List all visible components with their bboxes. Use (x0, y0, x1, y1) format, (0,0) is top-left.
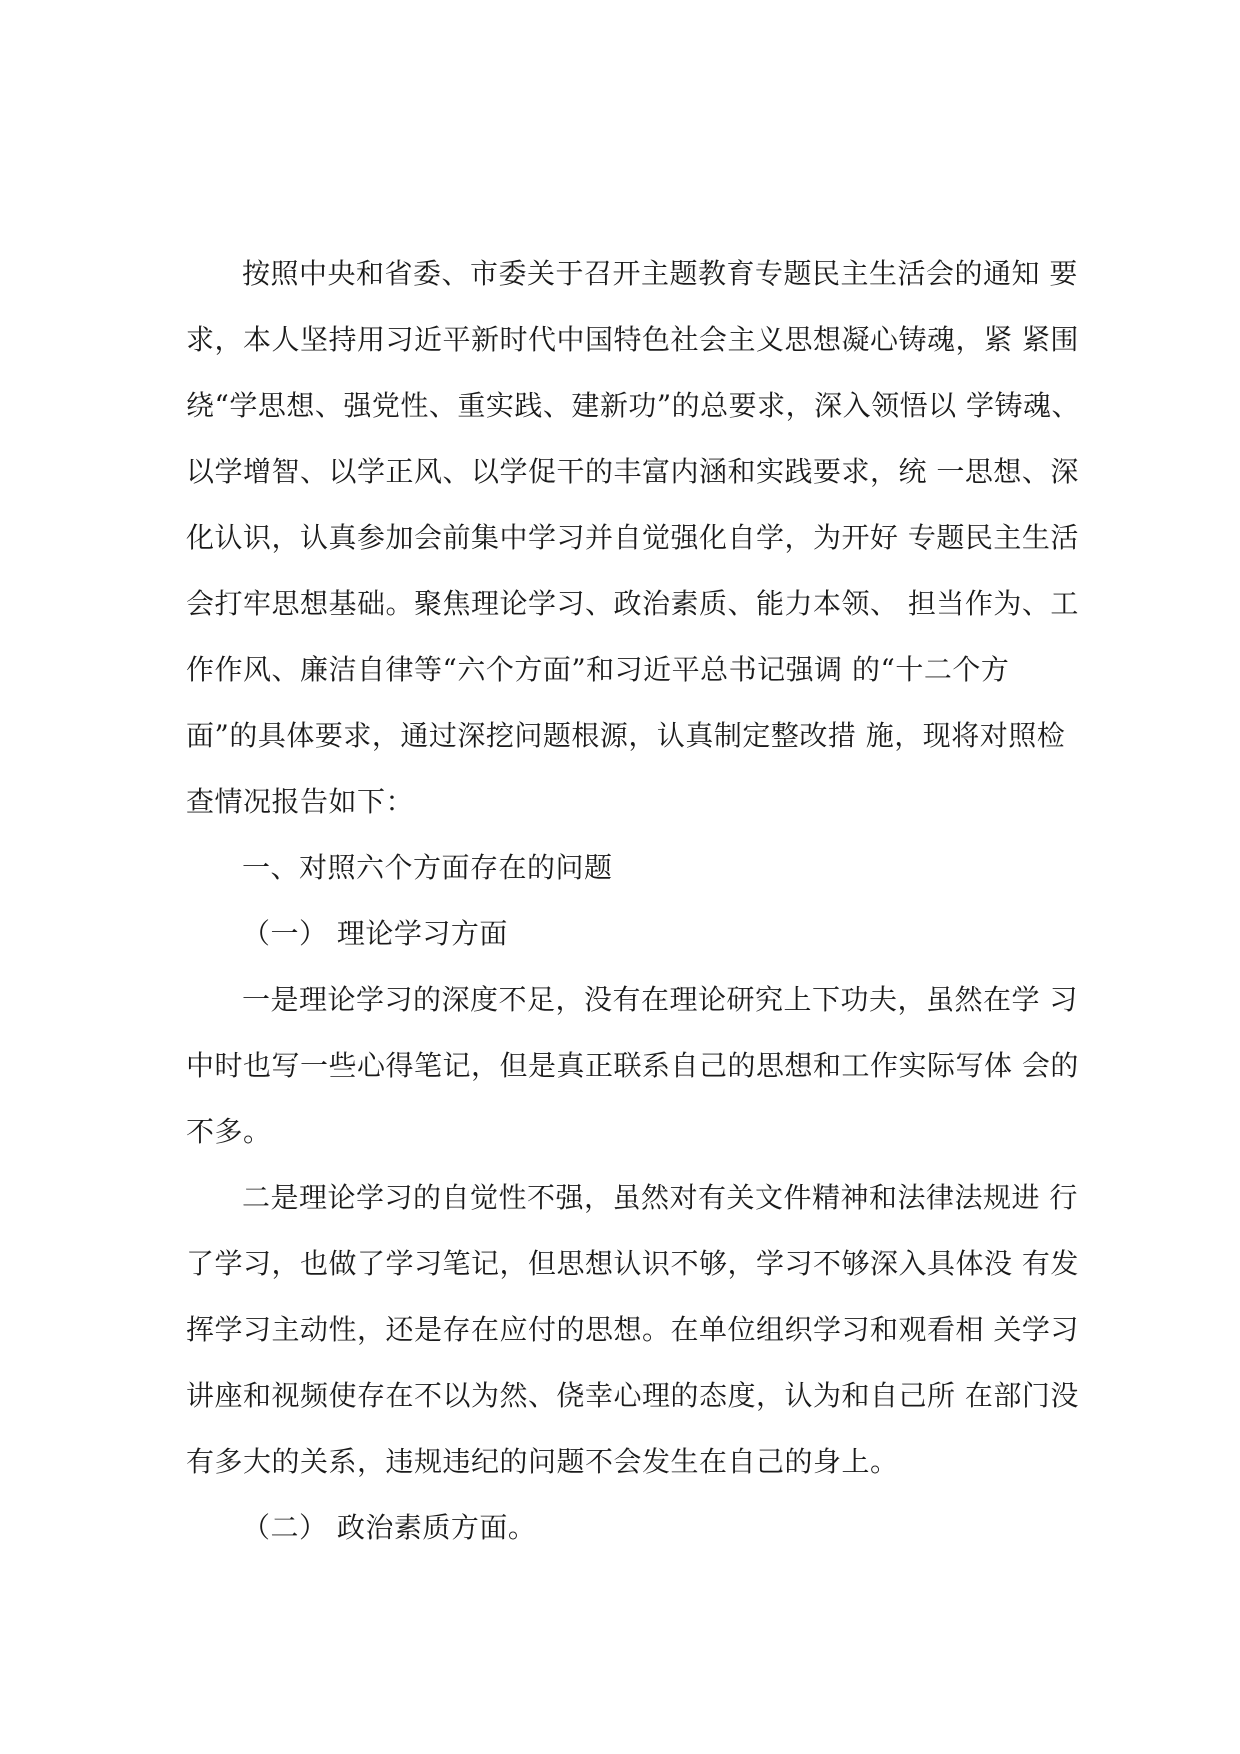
paragraph-line: 按照中央和省委、市委关于召开主题教育专题民主生活会的通知 要 (242, 257, 1078, 290)
subsection-heading: （一） 理论学习方面 (242, 917, 508, 950)
subsection-heading: （二） 政治素质方面。 (242, 1511, 537, 1544)
paragraph-line: 中时也写一些心得笔记，但是真正联系自己的思想和工作实际写体 会的 (186, 1049, 1079, 1082)
paragraph-line: 求，本人坚持用习近平新时代中国特色社会主义思想凝心铸魂，紧 紧围 (186, 323, 1079, 356)
point-one-paragraph (186, 980, 1079, 1178)
paragraph-line: 化认识，认真参加会前集中学习并自觉强化自学，为开好 专题民主生活 (186, 521, 1079, 554)
paragraph-line: 以学增智、以学正风、以学促干的丰富内涵和实践要求，统 一思想、深 (186, 455, 1079, 488)
paragraph-line: 绕“学思想、强党性、重实践、建新功”的总要求，深入领悟以 学铸魂、 (186, 389, 1081, 422)
paragraph-line: 挥学习主动性，还是存在应付的思想。在单位组织学习和观看相 关学习 (186, 1313, 1079, 1346)
paragraph-line: 有多大的关系，违规违纪的问题不会发生在自己的身上。 (186, 1445, 899, 1478)
intro-paragraph (186, 254, 1081, 848)
paragraph-line: 二是理论学习的自觉性不强，虽然对有关文件精神和法律法规进 行 (242, 1181, 1078, 1214)
paragraph-line: 不多。 (186, 1115, 272, 1148)
paragraph-line: 了学习，也做了学习笔记，但思想认识不够，学习不够深入具体没 有发 (186, 1247, 1079, 1280)
paragraph-line: 一是理论学习的深度不足，没有在理论研究上下功夫，虽然在学 习 (242, 983, 1078, 1016)
paragraph-line: 查情况报告如下： (186, 785, 415, 818)
paragraph-line: 会打牢思想基础。聚焦理论学习、政治素质、能力本领、 担当作为、工 (186, 587, 1079, 620)
point-two-paragraph (186, 1178, 1079, 1508)
document-body (186, 254, 1081, 1574)
paragraph-line: 作作风、廉洁自律等“六个方面”和习近平总书记强调 的“十二个方 (186, 653, 1010, 686)
paragraph-line: 面”的具体要求，通过深挖问题根源，认真制定整改措 施，现将对照检 (186, 719, 1066, 752)
paragraph-line: 讲座和视频使存在不以为然、侥幸心理的态度，认为和自己所 在部门没 (186, 1379, 1079, 1412)
section-heading: 一、对照六个方面存在的问题 (242, 851, 613, 884)
